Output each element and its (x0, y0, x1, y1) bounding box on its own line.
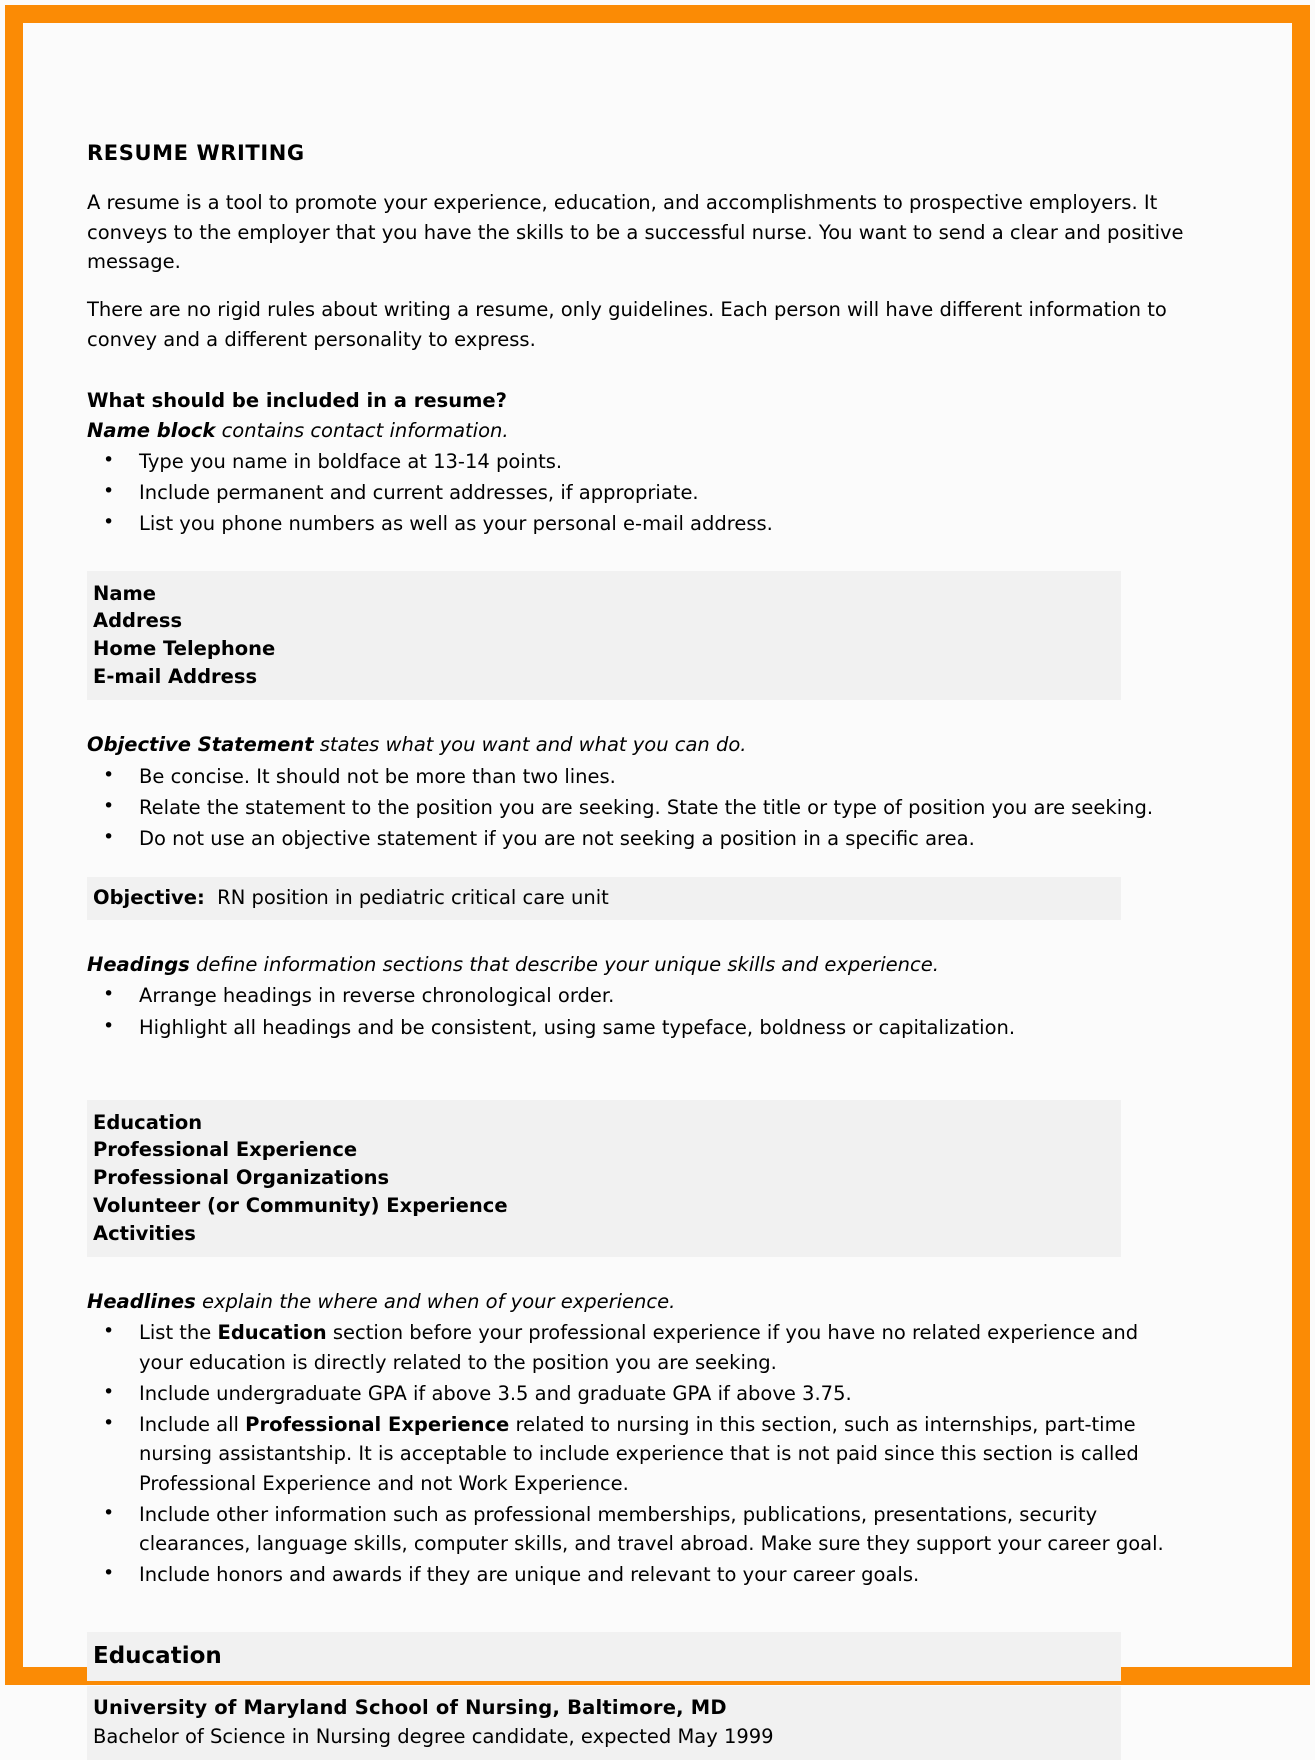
list-item (87, 1560, 1185, 1589)
sample-line: Education (93, 1110, 203, 1134)
headings-term: Headings (87, 953, 190, 976)
bullet-text: Include all (139, 1413, 246, 1437)
headlines-lead (87, 1287, 1185, 1316)
document-content (87, 141, 1185, 1760)
education-school: University of Maryland School of Nursing, Baltimore, MD (93, 1696, 727, 1720)
list-item: • Arrange headings in reverse chronological order. (87, 981, 1185, 1010)
sample-line: Activities (93, 1221, 196, 1245)
sample-line: Home Telephone (93, 636, 276, 660)
list-item (87, 1318, 1185, 1377)
headings-bullet-list (87, 981, 1185, 1042)
objective-sample-value: RN position in pediatric critical care unit (217, 886, 609, 910)
name-block-term: Name block (87, 418, 216, 442)
education-example-body (87, 1686, 1121, 1760)
headlines-lead-rest: explain the where and when of your experience. (195, 1290, 676, 1314)
education-degree: Bachelor of Science in Nursing degree candidate, expected May 1999 (93, 1724, 774, 1748)
list-item: • Type you name in boldface at 13-14 points. (87, 447, 1185, 476)
page-title: RESUME WRITING (87, 141, 305, 165)
list-item: • Do not use an objective statement if you are not seeking a position in a specific area. (87, 824, 1185, 853)
objective-sample (87, 877, 1121, 920)
list-item: • Highlight all headings and be consistent, using same typeface, boldness or capitalization. (87, 1013, 1185, 1042)
bullet-text: section before your professional experience if you have no related experience and your education is directly related to the position you are seeking. (139, 1321, 1139, 1374)
list-item: • Be concise. It should not be more than two lines. (87, 762, 1185, 791)
list-item (87, 1410, 1185, 1498)
objective-statement-bullet-list (87, 762, 1185, 854)
objective-statement-lead (87, 730, 1185, 759)
headlines-term: Headlines (87, 1290, 196, 1314)
document-page (23, 23, 1292, 1748)
sample-line: Address (93, 609, 183, 633)
orange-page-border (5, 5, 1310, 1748)
sample-line: Name (93, 581, 157, 605)
headings-lead (87, 950, 1185, 979)
list-item: • Include permanent and current addresses, if appropriate. (87, 478, 1185, 507)
objective-statement-term: Objective Statement (87, 733, 314, 757)
bullet-text: Include undergraduate GPA if above 3.5 and graduate GPA if above 3.75. (139, 1381, 852, 1405)
headlines-bullet-list (87, 1318, 1185, 1589)
name-block-sample (87, 571, 1121, 701)
bullet-text: Include honors and awards if they are unique and relevant to your career goals. (139, 1563, 920, 1587)
list-item: • List you phone numbers as well as your personal e-mail address. (87, 509, 1185, 538)
name-block-lead (87, 416, 1185, 445)
bullet-text: related to nursing in this section, such as internships, part-time nursing assistantship. It is acceptable to include experience that is not paid since this section is called Professional Experience and not Work Experience. (139, 1413, 1139, 1495)
list-item (87, 1379, 1185, 1408)
bullet-text: Include other information such as professional memberships, publications, presentations, security clearances, language skills, computer skills, and travel abroad. Make sure they support your career goal. (139, 1502, 1164, 1556)
sample-line: Professional Experience (93, 1138, 358, 1162)
name-block-bullet-list (87, 447, 1185, 539)
headings-lead-rest: define information sections that describe your unique skills and experience. (189, 953, 939, 976)
list-item (87, 1500, 1185, 1559)
sample-line: Professional Organizations (93, 1166, 390, 1190)
emphasized-term: Professional Experience (245, 1413, 510, 1437)
intro-paragraph-2: There are no rigid rules about writing a resume, only guidelines. Each person will have different information to convey and a different personality to express. (87, 298, 1167, 351)
emphasized-term: Education (217, 1321, 327, 1345)
list-item: • Relate the statement to the position you are seeking. State the title or type of position you are seeking. (87, 793, 1185, 822)
objective-statement-lead-rest: states what you want and what you can do. (313, 733, 747, 757)
intro-paragraph-1: A resume is a tool to promote your experience, education, and accomplishments to prospective employers. It conveys to the employer that you have the skills to be a successful nurse. You want to send a clear and positive message. (87, 191, 1184, 274)
bullet-text: List the (139, 1321, 218, 1345)
question-heading: What should be included in a resume? (87, 389, 507, 413)
education-example-heading: Education (87, 1632, 1121, 1682)
sample-line (93, 884, 1115, 912)
sample-line: E-mail Address (93, 664, 258, 688)
headings-sample (87, 1100, 1121, 1257)
name-block-lead-rest: contains contact information. (215, 418, 509, 442)
objective-sample-label: Objective: (93, 886, 205, 910)
sample-line: Volunteer (or Community) Experience (93, 1193, 508, 1217)
